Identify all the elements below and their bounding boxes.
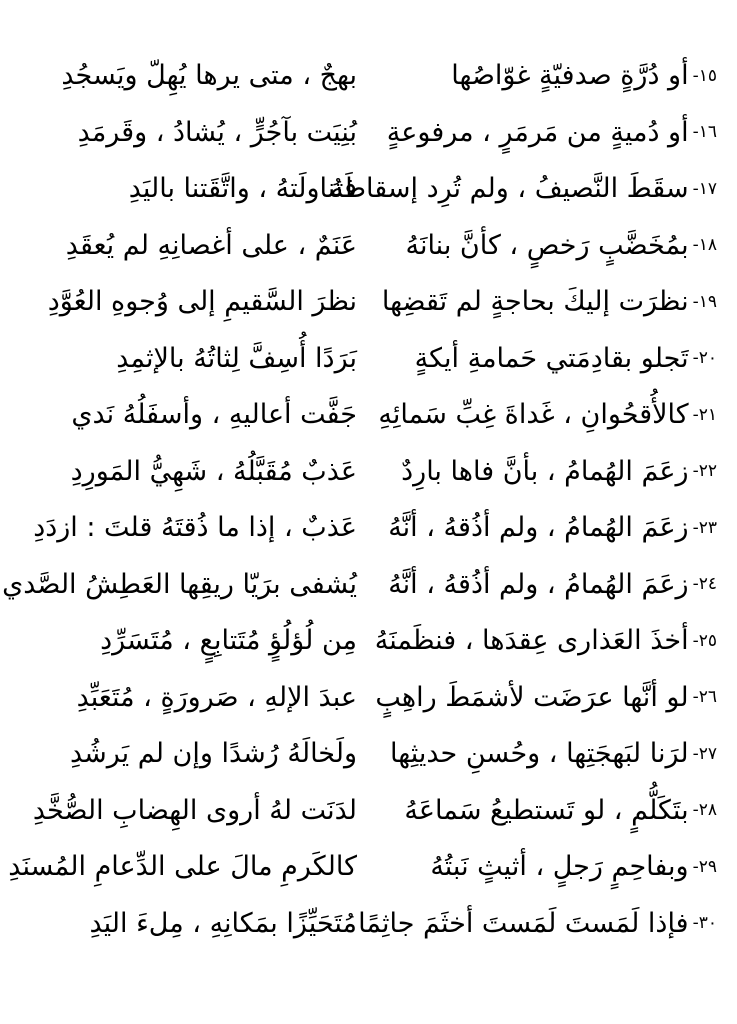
verse-number: ٣٠- [692, 913, 717, 934]
first-hemistich [374, 625, 717, 657]
verse-row [20, 613, 717, 670]
first-hemistich-text: وبفاحِمٍ رَجلٍ ، أثيثٍ نَبتُهُ [430, 851, 689, 883]
verse-row [8, 839, 717, 896]
second-hemistich: فتناولَتهُ ، واتَّقَتنا باليَدِ [128, 173, 357, 205]
first-hemistich [358, 907, 717, 939]
second-hemistich: مِن لُؤلُؤٍ مُتَتابِعٍ ، مُتَسَرِّدِ [100, 625, 357, 657]
first-hemistich-text: زعَمَ الهُمامُ ، بأنَّ فاها بارِدٌ [401, 455, 689, 487]
first-hemistich-text: أو دُميةٍ من مَرمَرٍ ، مرفوعةٍ [386, 116, 689, 148]
first-hemistich [387, 344, 717, 374]
second-hemistich: نظرَ السَّقيمِ إلى وُجوهِ العُوَّدِ [47, 286, 357, 318]
verse-row [20, 726, 717, 783]
first-hemistich-text: أخذَ العَذارى عِقدَها ، فنظَمنَهُ [374, 625, 689, 657]
second-hemistich: بهجٌ ، متى يرها يُهِلّ ويَسجُدِ [61, 60, 357, 92]
first-hemistich [387, 231, 717, 261]
verse-row [20, 274, 717, 331]
first-hemistich [378, 399, 717, 431]
verse-number: ١٩- [692, 291, 717, 312]
verse-row [2, 557, 717, 614]
first-hemistich [387, 457, 717, 487]
second-hemistich: بَرَدًا أُسِفَّ لِثاتُهُ بالإثمِدِ [116, 342, 357, 374]
verse-number: ١٧- [692, 178, 717, 199]
first-hemistich [387, 61, 717, 91]
verse-row [20, 500, 717, 557]
first-hemistich-text: زعَمَ الهُمامُ ، ولم أذُقهُ ، أنَّهُ [388, 568, 689, 600]
first-hemistich-text: تَجلو بقادِمَتي حَمامةِ أيكةٍ [414, 342, 689, 374]
first-hemistich [387, 118, 717, 148]
second-hemistich: عَذبٌ ، إذا ما ذُقتَهُ قلتَ : ازدَدِ [33, 512, 357, 544]
second-hemistich: مُتَحَيِّزًا بمَكانِهِ ، مِلءَ اليَدِ [89, 907, 357, 939]
verse-number: ٢٠- [692, 348, 717, 369]
verse-number: ٢٨- [692, 800, 717, 821]
first-hemistich-text: سقَطَ النَّصيفُ ، ولم تُرِد إسقاطَهُ [330, 173, 689, 205]
verse-number: ٢٦- [692, 687, 717, 708]
first-hemistich-text: فإذا لَمَستَ لَمَستَ أخثَمَ جاثِمًا [358, 907, 689, 939]
first-hemistich-text: أو دُرَّةٍ صدفيّةٍ غوّاصُها [451, 60, 689, 92]
verse-row [20, 670, 717, 727]
verse-row [20, 161, 717, 218]
first-hemistich-text: نظرَت إليكَ بحاجةٍ لم تَقضِها [381, 286, 689, 318]
first-hemistich [375, 681, 717, 713]
verse-number: ١٨- [692, 235, 717, 256]
first-hemistich-text: بمُخَضَّبٍ رَخصٍ ، كأنَّ بنانَهُ [405, 229, 689, 261]
second-hemistich: ولَخالَهُ رُشدًا وإن لم يَرشُدِ [69, 738, 357, 770]
first-hemistich-text: زعَمَ الهُمامُ ، ولم أذُقهُ ، أنَّهُ [388, 512, 689, 544]
verse-number: ٢٩- [692, 856, 717, 877]
first-hemistich-text: بتَكَلُّمٍ ، لو تَستطيعُ سَماعَهُ [404, 794, 689, 826]
second-hemistich: جَفَّت أعاليهِ ، وأسفَلُهُ نَدي [71, 399, 357, 431]
verse-row [20, 444, 717, 501]
second-hemistich: عبدَ الإلهِ ، صَرورَةٍ ، مُتَعَبِّدِ [76, 681, 357, 713]
second-hemistich: بُنِيَت بآجُرٍّ ، يُشادُ ، وقَرمَدِ [77, 116, 357, 148]
verse-row [20, 331, 717, 388]
second-hemistich: كالكَرمِ مالَ على الدِّعامِ المُسنَدِ [8, 851, 357, 883]
first-hemistich [387, 796, 717, 826]
first-hemistich [387, 852, 717, 882]
first-hemistich [330, 173, 717, 205]
second-hemistich: يُشفى برَيّا ريقِها العَطِشُ الصَّدي [2, 568, 357, 600]
verse-number: ١٦- [692, 122, 717, 143]
verse-row [20, 387, 717, 444]
first-hemistich-text: لرَنا لبَهجَتِها ، وحُسنِ حديثِها [390, 738, 689, 770]
second-hemistich: لدَنَت لهُ أروى الهِضابِ الصُّخَّدِ [32, 794, 357, 826]
first-hemistich-text: لو أنَّها عرَضَت لأشمَطَ راهِبٍ [375, 681, 689, 713]
verse-number: ١٥- [692, 65, 717, 86]
first-hemistich [387, 739, 717, 769]
first-hemistich [387, 513, 717, 543]
second-hemistich: عَذبٌ مُقَبَّلُهُ ، شَهِيُّ المَورِدِ [70, 455, 357, 487]
first-hemistich [387, 570, 717, 600]
verse-row [20, 105, 717, 162]
first-hemistich-text: كالأُقحُوانِ ، غَداةَ غِبِّ سَمائِهِ [378, 399, 689, 431]
verse-number: ٢١- [692, 404, 717, 425]
verse-row [20, 218, 717, 275]
verse-number: ٢٧- [692, 743, 717, 764]
verse-number: ٢٢- [692, 461, 717, 482]
second-hemistich: عَنَمٌ ، على أغصانِهِ لم يُعقَدِ [65, 229, 357, 261]
verse-row [20, 896, 717, 953]
verse-number: ٢٤- [692, 574, 717, 595]
verse-row [20, 783, 717, 840]
verse-row [20, 48, 717, 105]
verse-number: ٢٣- [692, 517, 717, 538]
poem [2, 48, 717, 952]
first-hemistich [381, 286, 717, 318]
verse-number: ٢٥- [692, 630, 717, 651]
